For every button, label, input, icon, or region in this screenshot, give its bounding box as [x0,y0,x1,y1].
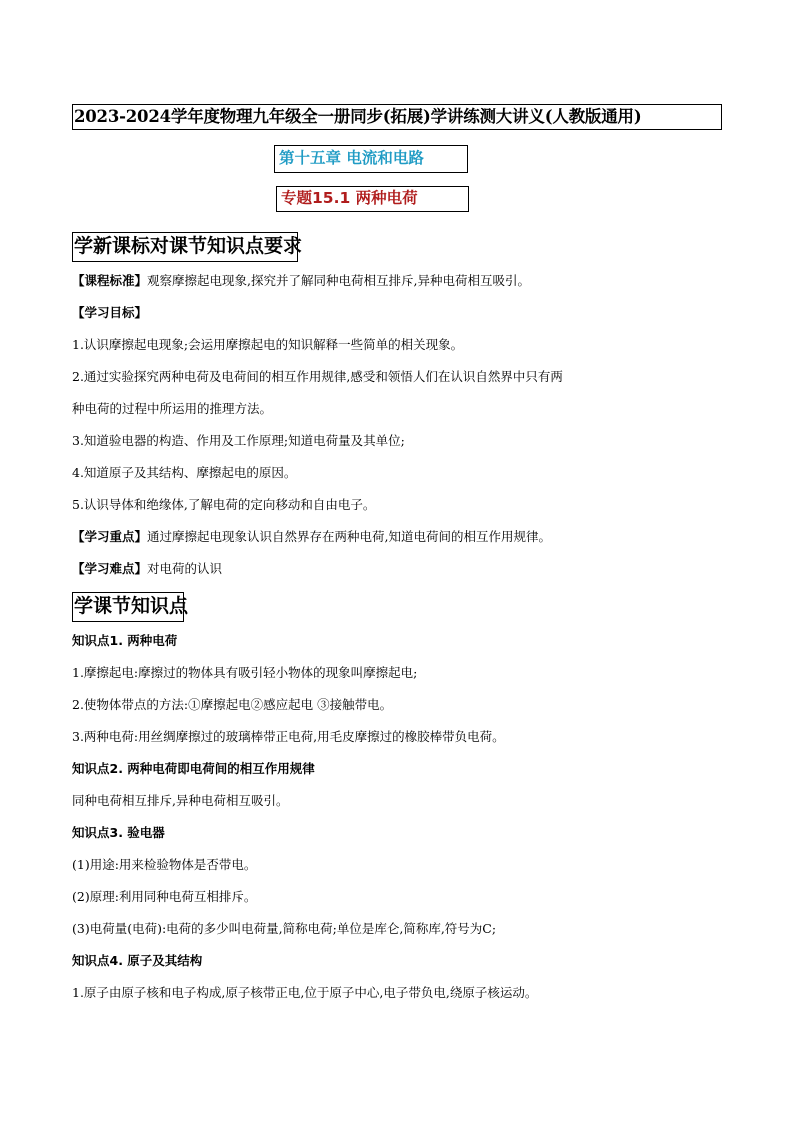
course-standard-label: 【课程标准】 [72,273,148,288]
goal-3: 3.知道验电器的构造、作用及工作原理;知道电荷量及其单位; [72,433,405,448]
knowledge-point-1-title: 知识点1. 两种电荷 [72,633,178,648]
key-points-text: 通过摩擦起电现象认识自然界存在两种电荷,知道电荷间的相互作用规律。 [147,529,551,544]
goal-4: 4.知道原子及其结构、摩擦起电的原因。 [72,465,297,480]
kp2-line-1: 同种电荷相互排斥,异种电荷相互吸引。 [72,793,289,808]
section-heading-knowledge: 学课节知识点 [72,592,184,622]
chapter-title: 第十五章 电流和电路 [274,145,468,173]
learning-goals-label: 【学习目标】 [72,305,148,320]
kp1-line-1: 1.摩擦起电:摩擦过的物体具有吸引轻小物体的现象叫摩擦起电; [72,665,418,680]
kp1-line-2: 2.使物体带点的方法:①摩擦起电②感应起电 ③接触带电。 [72,697,393,712]
section-heading-requirements: 学新课标对课节知识点要求 [72,232,298,262]
difficulties-text: 对电荷的认识 [147,561,223,576]
document-title: 2023-2024学年度物理九年级全一册同步(拓展)学讲练测大讲义(人教版通用) [72,104,722,130]
difficulties [72,561,222,577]
goal-5: 5.认识导体和绝缘体,了解电荷的定向移动和自由电子。 [72,497,376,512]
course-standard [72,273,530,289]
kp3-line-1: (1)用途:用来检验物体是否带电。 [72,857,257,872]
goal-1: 1.认识摩擦起电现象;会运用摩擦起电的知识解释一些简单的相关现象。 [72,337,464,352]
knowledge-point-4-title: 知识点4. 原子及其结构 [72,953,203,968]
knowledge-point-2-title: 知识点2. 两种电荷即电荷间的相互作用规律 [72,761,315,776]
topic-title: 专题15.1 两种电荷 [276,186,469,212]
kp1-line-3: 3.两种电荷:用丝绸摩擦过的玻璃棒带正电荷,用毛皮摩擦过的橡胶棒带负电荷。 [72,729,505,744]
kp4-line-1: 1.原子由原子核和电子构成,原子核带正电,位于原子中心,电子带负电,绕原子核运动。 [72,985,538,1000]
goal-2-line-2: 种电荷的过程中所运用的推理方法。 [72,401,273,416]
difficulties-label: 【学习难点】 [72,561,148,576]
knowledge-point-3-title: 知识点3. 验电器 [72,825,165,840]
kp3-line-3: (3)电荷量(电荷):电荷的多少叫电荷量,简称电荷;单位是库仑,简称库,符号为C; [72,921,497,936]
kp3-line-2: (2)原理:利用同种电荷互相排斥。 [72,889,257,904]
goal-2-line-1: 2.通过实验探究两种电荷及电荷间的相互作用规律,感受和领悟人们在认识自然界中只有两 [72,369,563,384]
course-standard-text: 观察摩擦起电现象,探究并了解同种电荷相互排斥,异种电荷相互吸引。 [147,273,530,288]
key-points [72,529,551,545]
key-points-label: 【学习重点】 [72,529,148,544]
